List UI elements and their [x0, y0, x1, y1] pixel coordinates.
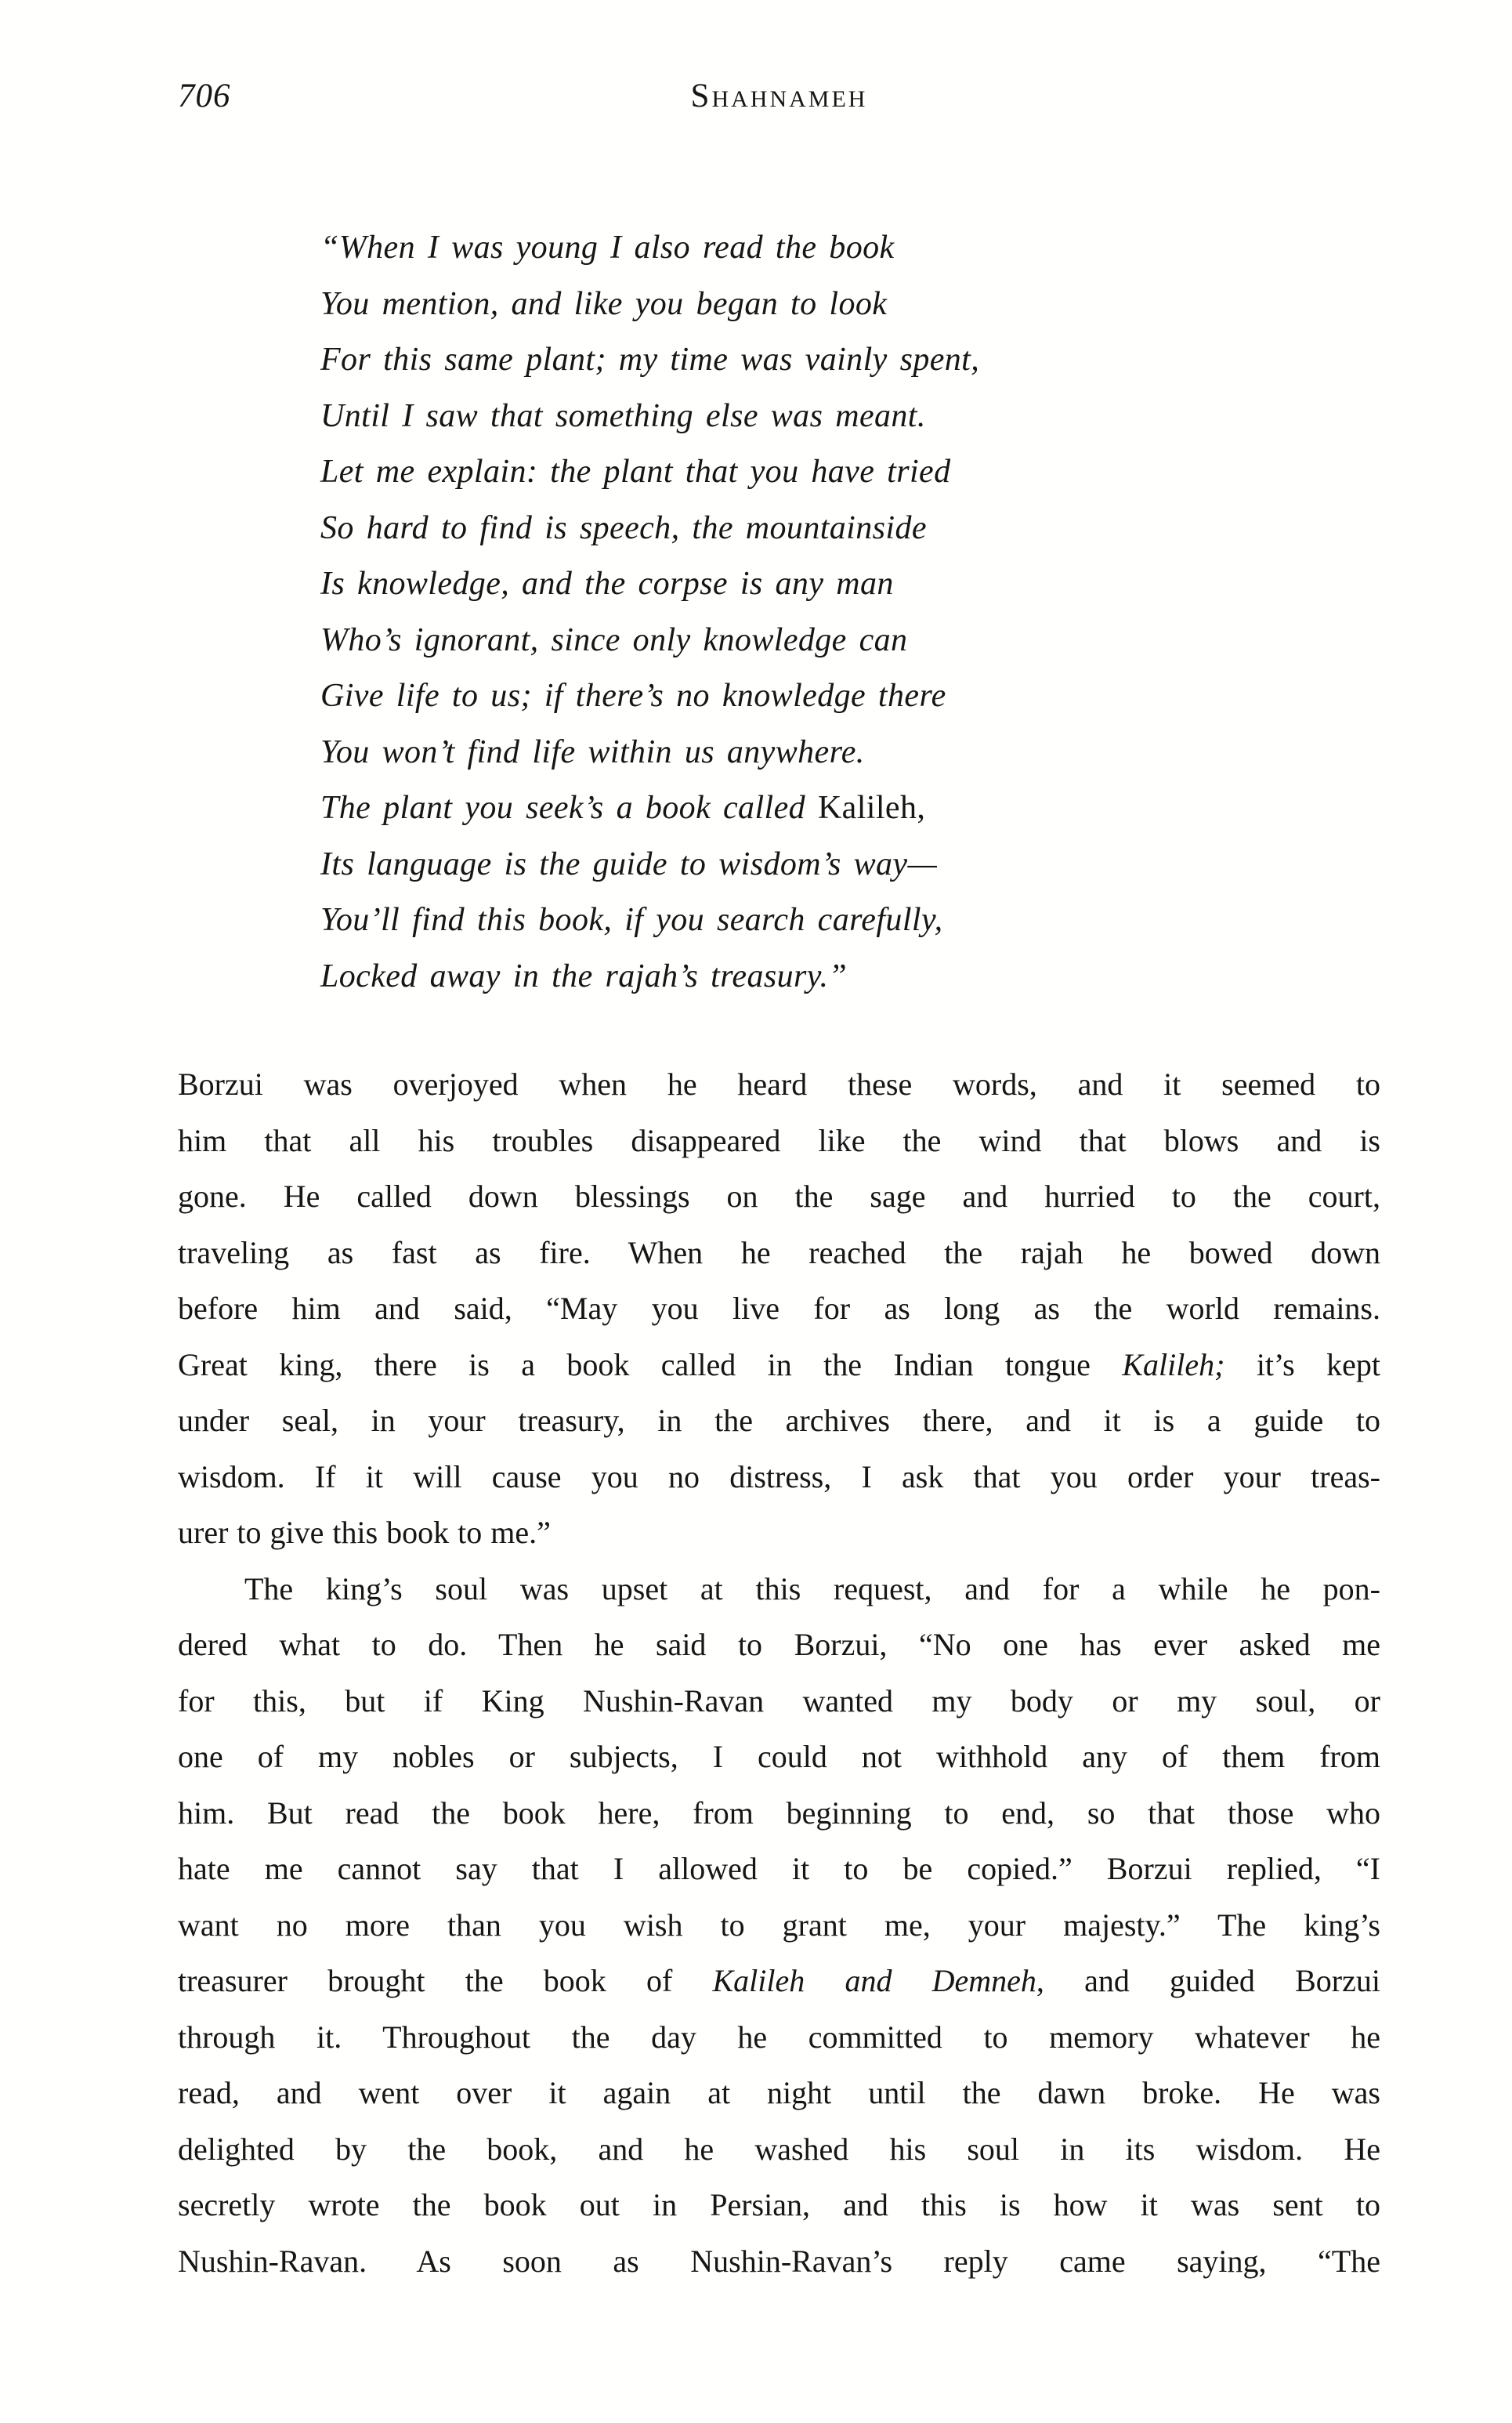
text-line: [178, 1056, 1380, 1113]
text-segment: , and guided Borzui: [1036, 1963, 1380, 1998]
text-line: [178, 1337, 1380, 1393]
text-segment: gone. He called down blessings on the sage and hurried to the court,: [178, 1179, 1380, 1214]
text-line: [320, 613, 1182, 669]
text-segment: Who’s ignorant, since only knowledge can: [320, 621, 908, 658]
text-line: [178, 1449, 1380, 1505]
text-segment: Nushin-Ravan. As soon as Nushin-Ravan’s reply came saying, “The: [178, 2243, 1380, 2279]
text-line: [320, 781, 1182, 837]
text-segment: him that all his troubles disappeared like the wind that blows and is: [178, 1122, 1380, 1158]
text-line: [320, 332, 1182, 389]
emphasis-text: Kalileh;: [1122, 1346, 1225, 1382]
text-segment: wisdom. If it will cause you no distress, I ask that you order your treas-: [178, 1458, 1380, 1494]
text-segment: Until I saw that something else was meant.: [320, 397, 926, 434]
text-segment: one of my nobles or subjects, I could not withhold any of them from: [178, 1739, 1380, 1774]
emphasis-text: Kalileh,: [817, 790, 926, 826]
text-line: [320, 725, 1182, 781]
text-segment: Borzui was overjoyed when he heard these words, and it seemed to: [178, 1067, 1380, 1102]
text-line: [320, 668, 1182, 725]
text-segment: For this same plant; my time was vainly spent,: [320, 342, 980, 378]
text-line: [320, 837, 1182, 893]
text-segment: So hard to find is speech, the mountainside: [320, 509, 927, 546]
text-segment: secretly wrote the book out in Persian, and this is how it was sent to: [178, 2187, 1380, 2222]
text-segment: dered what to do. Then he said to Borzui, “No one has ever asked me: [178, 1627, 1380, 1662]
text-segment: The king’s soul was upset at this request, and for a while he pon-: [244, 1570, 1380, 1606]
text-segment: under seal, in your treasury, in the archives there, and it is a guide to: [178, 1403, 1380, 1438]
text-line: [178, 1785, 1380, 1842]
text-line: [320, 556, 1182, 613]
text-segment: want no more than you wish to grant me, your majesty.” The king’s: [178, 1907, 1380, 1943]
text-line: [178, 2177, 1380, 2233]
text-line: [320, 501, 1182, 557]
text-line: [320, 949, 1182, 1005]
text-line: [178, 1841, 1380, 1897]
text-segment: You won’t find life within us anywhere.: [320, 733, 865, 770]
page-number: 706: [178, 78, 231, 114]
paragraph-1: [178, 1056, 1380, 1561]
prose-body: [178, 1056, 1380, 2289]
text-segment: through it. Throughout the day he committed to memory whatever he: [178, 2019, 1380, 2055]
text-line: [178, 2009, 1380, 2066]
text-segment: Give life to us; if there’s no knowledge there: [320, 678, 946, 714]
text-line: [178, 2065, 1380, 2121]
text-segment: urer to give this book to me.”: [178, 1515, 551, 1550]
text-segment: Its language is the guide to wisdom’s way—: [320, 846, 938, 882]
text-line: [320, 220, 1182, 277]
text-line: [178, 1897, 1380, 1954]
paragraph-2: [178, 1561, 1380, 2290]
text-line: [178, 1393, 1380, 1449]
text-segment: hate me cannot say that I allowed it to be copied.” Borzui replied, “I: [178, 1851, 1380, 1886]
verse-quotation: [320, 220, 1182, 1005]
text-line: [320, 389, 1182, 445]
text-line: [178, 1113, 1380, 1169]
text-segment: for this, but if King Nushin-Ravan wanted my body or my soul, or: [178, 1682, 1380, 1719]
text-line: [178, 1168, 1380, 1225]
text-line: [320, 893, 1182, 949]
text-segment: read, and went over it again at night until the dawn broke. He was: [178, 2075, 1380, 2110]
running-header: [178, 77, 1380, 121]
text-segment: Is knowledge, and the corpse is any man: [320, 566, 894, 602]
text-segment: The plant you seek’s a book called: [320, 790, 818, 826]
text-segment: him. But read the book here, from beginning to end, so that those who: [178, 1795, 1380, 1831]
text-segment: Let me explain: the plant that you have tried: [320, 454, 951, 490]
text-line: [178, 1505, 1380, 1561]
text-segment: You mention, and like you began to look: [320, 285, 888, 322]
emphasis-text: Kalileh and Demneh: [712, 1963, 1036, 1998]
text-segment: treasurer brought the book of: [178, 1963, 713, 1998]
text-segment: delighted by the book, and he washed his soul in its wisdom. He: [178, 2131, 1380, 2167]
text-line: [178, 1617, 1380, 1673]
text-segment: traveling as fast as fire. When he reached the rajah he bowed down: [178, 1234, 1380, 1270]
text-segment: “When I was young I also read the book: [320, 230, 895, 266]
text-segment: Locked away in the rajah’s treasury.”: [320, 958, 848, 994]
text-segment: before him and said, “May you live for as long as the world remains.: [178, 1291, 1380, 1326]
text-line: [178, 1280, 1380, 1337]
text-line: [178, 2121, 1380, 2178]
text-line: [178, 1561, 1380, 1617]
text-line: [320, 444, 1182, 501]
text-line: [320, 277, 1182, 333]
text-line: [178, 2233, 1380, 2290]
text-segment: it’s kept: [1224, 1346, 1380, 1382]
text-segment: Great king, there is a book called in the Indian tongue: [178, 1346, 1123, 1382]
text-line: [178, 1673, 1380, 1729]
text-line: [178, 1729, 1380, 1785]
text-line: [178, 1953, 1380, 2009]
text-segment: You’ll find this book, if you search carefully,: [320, 902, 943, 938]
running-head-title: Shahnameh: [690, 78, 868, 114]
text-line: [178, 1225, 1380, 1281]
